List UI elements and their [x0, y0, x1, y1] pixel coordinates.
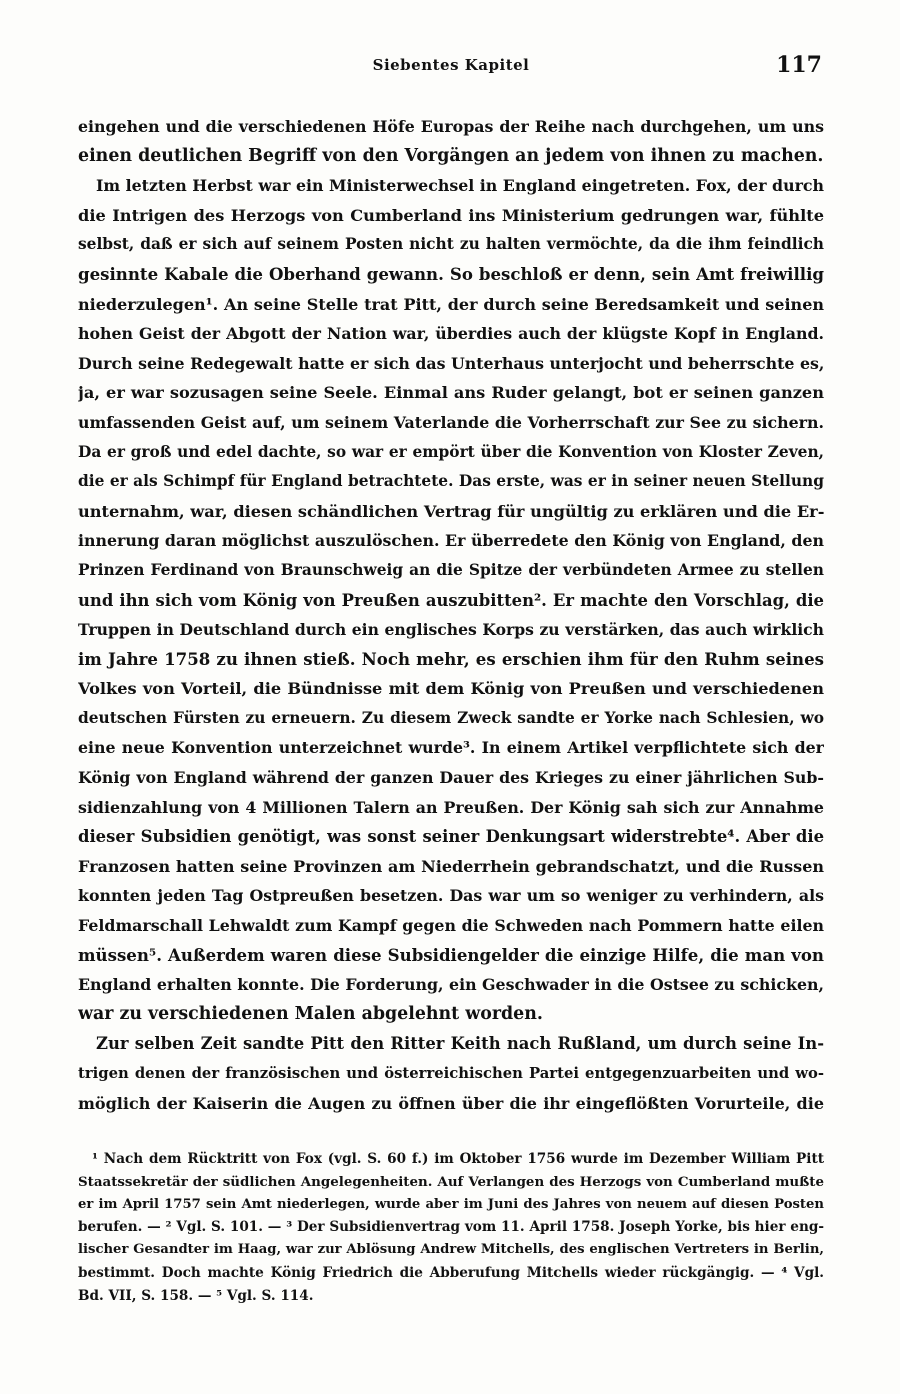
- text-line: war zu verschiedenen Malen abgelehnt worden.: [78, 1003, 543, 1024]
- text-line: eingehen und die verschiedenen Höfe Europas der Reihe nach durchgehen, um uns: [78, 117, 824, 136]
- text-line: umfassenden Geist auf, um seinem Vaterlande die Vorherrschaft zur See zu sichern.: [78, 412, 824, 432]
- text-line: Im letzten Herbst war ein Ministerwechsel in England eingetreten. Fox, der durch: [96, 176, 824, 196]
- footnote-line: lischer Gesandter im Haag, war zur Ablösung Andrew Mitchells, des englischen Vertreters in Berlin,: [78, 1242, 824, 1258]
- text-line: Zur selben Zeit sandte Pitt den Ritter Keith nach Rußland, um durch seine In-: [96, 1034, 824, 1054]
- page-number: 117: [776, 52, 822, 78]
- text-line: unternahm, war, diesen schändlichen Vertrag für ungültig zu erklären und die Er-: [78, 501, 824, 521]
- text-line: König von England während der ganzen Dauer des Krieges zu einer jährlichen Sub-: [78, 768, 824, 788]
- running-head: [78, 52, 824, 80]
- text-line: im Jahre 1758 zu ihnen stieß. Noch mehr, es erschien ihm für den Ruhm seines: [78, 648, 824, 669]
- text-line: die Intrigen des Herzogs von Cumberland ins Ministerium gedrungen war, fühlte: [78, 205, 824, 225]
- text-line: Volkes von Vorteil, die Bündnisse mit dem König von Preußen und verschiedenen: [78, 679, 824, 699]
- text-line: Durch seine Redegewalt hatte er sich das Unterhaus unterjocht und beherrschte es,: [78, 353, 824, 373]
- text-line: deutschen Fürsten zu erneuern. Zu diesem Zweck sandte er Yorke nach Schlesien, wo: [78, 708, 824, 727]
- text-line: sidienzahlung von 4 Millionen Talern an Preußen. Der König sah sich zur Annahme: [78, 797, 824, 817]
- chapter-title: Siebentes Kapitel: [372, 56, 530, 74]
- footnotes: [78, 1148, 824, 1308]
- text-line: dieser Subsidien genötigt, was sonst seiner Denkungsart widerstrebte⁴. Aber die: [78, 827, 824, 847]
- footnote-line: bestimmt. Doch machte König Friedrich die Abberufung Mitchells wieder rückgängig. — ⁴ Vgl.: [78, 1264, 824, 1281]
- text-line: möglich der Kaiserin die Augen zu öffnen über die ihr eingeflößten Vorurteile, die: [78, 1093, 824, 1113]
- text-line: ja, er war sozusagen seine Seele. Einmal ans Ruder gelangt, bot er seinen ganzen: [78, 383, 824, 403]
- text-line: innerung daran möglichst auszulöschen. Er überredete den König von England, den: [78, 531, 824, 551]
- text-line: Truppen in Deutschland durch ein englisches Korps zu verstärken, das auch wirklich: [78, 620, 824, 640]
- text-line: die er als Schimpf für England betrachtete. Das erste, was er in seiner neuen Stellung: [78, 472, 824, 491]
- text-line: einen deutlichen Begriff von den Vorgängen an jedem von ihnen zu machen.: [78, 145, 824, 166]
- text-line: konnten jeden Tag Ostpreußen besetzen. Das war um so weniger zu verhindern, als: [78, 886, 824, 906]
- footnote-line: Staatssekretär der südlichen Angelegenheiten. Auf Verlangen des Herzogs von Cumberland mußte: [78, 1173, 824, 1190]
- text-line: trigen denen der französischen und österreichischen Partei entgegenzuarbeiten und wo-: [78, 1065, 824, 1082]
- footnote-line: ¹ Nach dem Rücktritt von Fox (vgl. S. 60 f.) im Oktober 1756 wurde im Dezember William Pitt: [92, 1151, 824, 1167]
- text-line: England erhalten konnte. Die Forderung, ein Geschwader in die Ostsee zu schicken,: [78, 975, 824, 995]
- text-line: niederzulegen¹. An seine Stelle trat Pitt, der durch seine Beredsamkeit und seinen: [78, 294, 824, 314]
- text-line: gesinnte Kabale die Oberhand gewann. So beschloß er denn, sein Amt freiwillig: [78, 263, 824, 284]
- text-line: Da er groß und edel dachte, so war er empört über die Konvention von Kloster Zeven,: [78, 442, 824, 461]
- footnote-line: er im April 1757 sein Amt niederlegen, wurde aber im Juni des Jahres von neuem auf diesen Posten: [78, 1196, 824, 1212]
- text-line: hohen Geist der Abgott der Nation war, überdies auch der klügste Kopf in England.: [78, 324, 824, 344]
- text-line: eine neue Konvention unterzeichnet wurde³. In einem Artikel verpflichtete sich der: [78, 738, 824, 758]
- footnote-line: Bd. VII, S. 158. — ⁵ Vgl. S. 114.: [78, 1287, 314, 1304]
- footnote-line: berufen. — ² Vgl. S. 101. — ³ Der Subsidienvertrag vom 11. April 1758. Joseph Yorke, bis hier eng-: [78, 1219, 824, 1236]
- text-line: Feldmarschall Lehwaldt zum Kampf gegen die Schweden nach Pommern hatte eilen: [78, 916, 824, 936]
- text-line: selbst, daß er sich auf seinem Posten nicht zu halten vermöchte, da die ihm feindlich: [78, 235, 824, 254]
- body-text: [78, 112, 824, 1118]
- text-line: Prinzen Ferdinand von Braunschweig an die Spitze der verbündeten Armee zu stellen: [78, 560, 824, 579]
- text-line: und ihn sich vom König von Preußen auszubitten². Er machte den Vorschlag, die: [78, 590, 824, 610]
- text-line: Franzosen hatten seine Provinzen am Niederrhein gebrandschatzt, und die Russen: [78, 856, 824, 876]
- text-line: müssen⁵. Außerdem waren diese Subsidiengelder die einzige Hilfe, die man von: [78, 944, 824, 965]
